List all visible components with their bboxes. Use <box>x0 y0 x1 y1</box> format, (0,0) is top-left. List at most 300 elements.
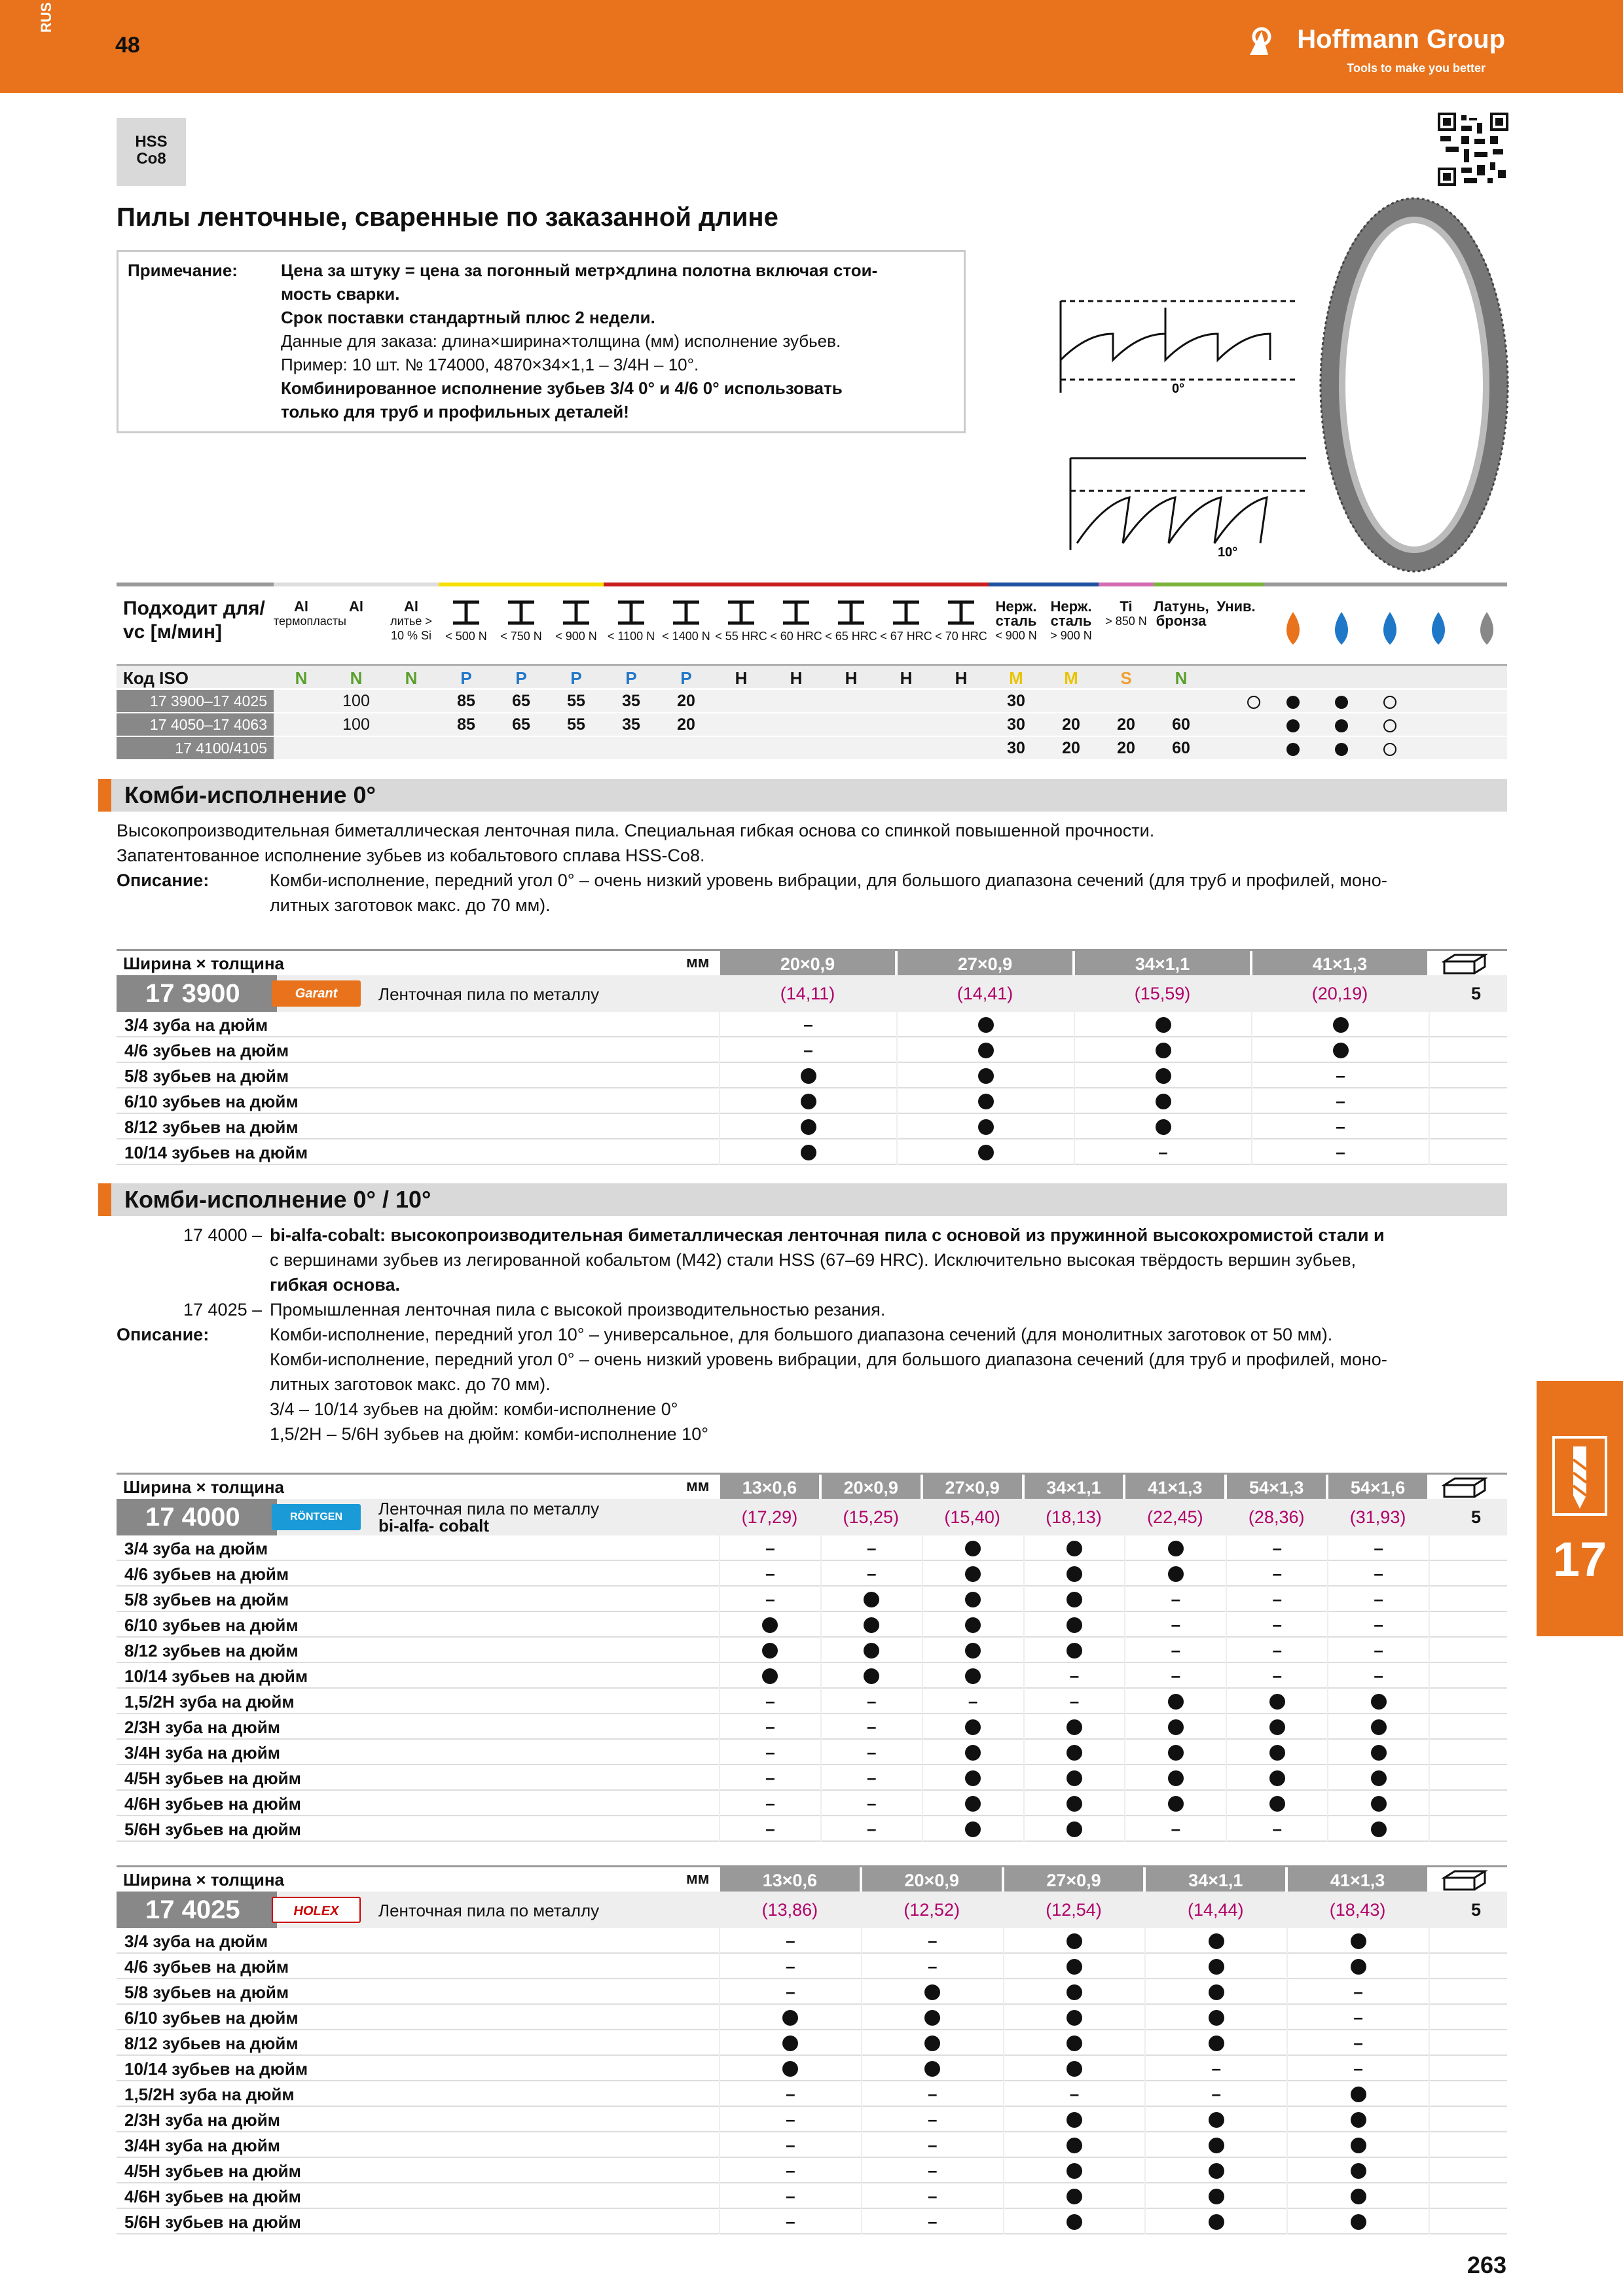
availability-cell <box>1286 2158 1429 2183</box>
cutting-speed: 30 <box>1007 715 1025 734</box>
available-dot <box>1067 1745 1082 1761</box>
available-dot <box>1067 2010 1082 2026</box>
empty-cell <box>1429 1088 1507 1114</box>
tpi-label: 4/6H зубьев на дюйм <box>124 2187 301 2206</box>
availability-cell <box>1327 1740 1429 1765</box>
available-dot <box>1067 1821 1082 1837</box>
tpi-label: 8/12 зубьев на дюйм <box>124 2034 299 2053</box>
availability-cell <box>1074 1012 1251 1037</box>
not-available-dash: – <box>1374 1589 1383 1609</box>
available-dot <box>1168 1541 1184 1556</box>
not-available-dash: – <box>867 1819 877 1839</box>
price-cell: (22,45) <box>1147 1507 1203 1527</box>
available-dot <box>1351 1933 1366 1949</box>
table-row <box>117 2183 1507 2209</box>
oil-drop-icon <box>1277 609 1309 648</box>
availability-cell <box>1286 1979 1429 2005</box>
availability-cell <box>820 1587 922 1612</box>
i-beam-icon <box>670 600 702 626</box>
table-row <box>117 1714 1507 1740</box>
empty-cell <box>1429 2056 1507 2081</box>
available-dot <box>965 1821 981 1837</box>
i-beam-icon <box>560 600 593 626</box>
available-dot <box>1371 1694 1387 1710</box>
availability-cell <box>861 2132 1003 2158</box>
suitability-label-line: Подходит для/ <box>123 598 265 619</box>
availability-cell <box>1226 1612 1327 1638</box>
empty-cell <box>1429 1037 1507 1063</box>
spray-icon <box>1374 609 1406 648</box>
availability-cell <box>1251 1114 1429 1139</box>
not-available-dash: – <box>1336 1091 1345 1111</box>
availability-cell <box>1144 1928 1286 1954</box>
availability-cell <box>1327 1663 1429 1689</box>
article-number: 17 3900 <box>117 975 277 1012</box>
not-available-dash: – <box>1069 2084 1080 2104</box>
availability-cell <box>1327 1587 1429 1612</box>
section-description <box>117 818 1507 918</box>
not-available-dash: – <box>867 1691 877 1711</box>
available-dot <box>1067 1933 1082 1949</box>
not-available-dash: – <box>1171 1819 1181 1839</box>
table-row <box>117 1663 1507 1689</box>
price-cell: (14,44) <box>1188 1900 1244 1920</box>
table-row <box>117 1535 1507 1561</box>
tpi-label: 8/12 зубьев на дюйм <box>124 1117 299 1137</box>
table-row <box>117 1689 1507 1714</box>
availability-cell <box>719 1139 896 1165</box>
empty-cell <box>1429 2183 1507 2209</box>
table-row <box>117 2107 1507 2132</box>
no-coolant-icon <box>1422 609 1455 648</box>
availability-cell <box>1251 1012 1429 1037</box>
material-column <box>824 583 879 674</box>
available-dot <box>978 1043 994 1058</box>
available-dot <box>1371 1770 1387 1786</box>
availability-cell <box>820 1714 922 1740</box>
iso-code: N <box>1175 668 1188 688</box>
available-dot <box>924 2061 940 2077</box>
iso-code: S <box>1120 668 1132 688</box>
availability-cell <box>1003 1954 1145 1979</box>
available-dot <box>1209 2138 1224 2153</box>
empty-cell <box>1429 1979 1507 2005</box>
tooth-diagram-10 <box>1057 445 1319 560</box>
cutting-speed: 100 <box>342 692 370 710</box>
product-description: Ленточная пила по металлу <box>378 1901 600 1920</box>
price-cell: (14,11) <box>780 984 835 1003</box>
not-available-dash: – <box>1069 1666 1080 1685</box>
price-cell: (13,86) <box>761 1900 818 1920</box>
availability-cell <box>1023 1689 1125 1714</box>
not-available-dash: – <box>1171 1666 1181 1685</box>
table-row <box>117 2005 1507 2030</box>
desc-line: Промышленная ленточная пила с высокой производительностью резания. <box>270 1300 886 1319</box>
available-dot <box>1209 2163 1224 2179</box>
not-available-dash: – <box>1353 2058 1363 2078</box>
availability-cell <box>922 1816 1023 1842</box>
availability-cell <box>1286 2005 1429 2030</box>
package-icon <box>1442 1476 1487 1499</box>
available-dot <box>762 1668 778 1684</box>
not-available-dash: – <box>765 1742 775 1762</box>
material-column <box>439 583 494 674</box>
not-available-dash: – <box>1374 1538 1383 1558</box>
material-column <box>274 583 346 674</box>
size-header: 27×0,9 <box>923 1475 1022 1501</box>
iso-code: H <box>845 668 858 688</box>
not-available-dash: – <box>867 1742 877 1762</box>
empty-cell <box>1429 1114 1507 1139</box>
availability-cell <box>719 2030 861 2056</box>
availability-cell <box>1226 1740 1327 1765</box>
tpi-label: 4/6 зубьев на дюйм <box>124 1957 289 1977</box>
i-beam-icon <box>780 600 812 626</box>
available-dot <box>1067 1770 1082 1786</box>
availability-cell <box>861 1954 1003 1979</box>
section-description <box>117 1223 1507 1446</box>
not-available-dash: – <box>867 1717 877 1736</box>
material-column <box>879 583 934 674</box>
price-cell: (18,13) <box>1046 1507 1102 1527</box>
available-dot <box>1371 1821 1387 1837</box>
availability-cell <box>1124 1765 1226 1791</box>
availability-cell <box>719 1663 820 1689</box>
availability-cell <box>1144 2030 1286 2056</box>
product-row[interactable] <box>117 975 1507 1012</box>
i-beam-icon <box>945 600 977 626</box>
empty-cell <box>1429 2158 1507 2183</box>
available-dot <box>864 1643 879 1659</box>
available-dot <box>1333 1043 1349 1058</box>
tpi-label: 2/3H зуба на дюйм <box>124 1717 280 1737</box>
available-dot <box>801 1145 816 1160</box>
availability-cell <box>1124 1535 1226 1561</box>
available-dot <box>965 1643 981 1659</box>
availability-cell <box>922 1535 1023 1561</box>
note-box <box>117 250 966 433</box>
empty-cell <box>1429 1587 1507 1612</box>
availability-cell <box>1074 1063 1251 1088</box>
not-available-dash: – <box>1211 2058 1222 2078</box>
material-spec: < 500 N <box>445 630 487 643</box>
available-dot <box>801 1119 816 1135</box>
availability-cell <box>861 2005 1003 2030</box>
iso-label: Код ISO <box>123 668 189 688</box>
empty-cell <box>1429 1139 1507 1165</box>
available-dot <box>1168 1719 1184 1735</box>
availability-cell <box>922 1791 1023 1816</box>
availability-cell <box>861 2209 1003 2234</box>
available-dot <box>924 1984 940 2000</box>
availability-cell <box>1144 2132 1286 2158</box>
availability-cell <box>1286 1928 1429 1954</box>
availability-cell <box>1327 1638 1429 1663</box>
available-dot <box>782 2010 798 2026</box>
note-line: Пример: 10 шт. № 174000, 4870×34×1,1 – 3/4H – 10°. <box>281 355 699 374</box>
section-header <box>98 1183 1507 1216</box>
available-dot <box>1333 1017 1349 1033</box>
iso-code: P <box>570 668 582 688</box>
empty-cell <box>1429 2081 1507 2107</box>
available-dot <box>801 1094 816 1109</box>
cutting-speed: 20 <box>677 715 695 734</box>
not-available-dash: – <box>1171 1640 1181 1660</box>
availability-cell <box>719 1063 896 1088</box>
availability-cell <box>1023 1816 1125 1842</box>
tpi-label: 2/3H зуба на дюйм <box>124 2110 280 2130</box>
availability-cell <box>1003 2158 1145 2183</box>
available-dot <box>864 1592 879 1607</box>
empty-cell <box>1429 1791 1507 1816</box>
tpi-label: 5/6H зубьев на дюйм <box>124 2212 301 2232</box>
note-line: Комбинированное исполнение зубьев 3/4 0° и 4/6 0° использовать <box>281 378 843 398</box>
material-spec: < 1400 N <box>662 630 710 643</box>
available-dot <box>1067 1796 1082 1812</box>
available-dot <box>1067 1959 1082 1975</box>
cutting-speed: 20 <box>1117 739 1135 757</box>
iso-code: H <box>790 668 803 688</box>
price-cell: (14,41) <box>957 984 1013 1003</box>
table-row <box>117 1037 1507 1063</box>
availability-cell <box>1023 1740 1125 1765</box>
size-header: 13×0,6 <box>720 1475 819 1501</box>
product-row[interactable] <box>117 1892 1507 1928</box>
availability-cell <box>861 2107 1003 2132</box>
chapter-tab[interactable] <box>1537 1381 1623 1636</box>
availability-cell <box>896 1088 1074 1114</box>
material-spec: < 67 HRC <box>880 630 932 643</box>
available-dot <box>1067 2061 1082 2077</box>
product-row[interactable] <box>117 1499 1507 1535</box>
available-dot <box>762 1617 778 1633</box>
availability-cell <box>1074 1037 1251 1063</box>
not-available-dash: – <box>786 2186 795 2206</box>
table-row <box>117 2158 1507 2183</box>
available-dot <box>1269 1694 1285 1710</box>
availability-cell <box>896 1012 1074 1037</box>
cutting-speed: 55 <box>567 715 585 734</box>
available-dot <box>965 1617 981 1633</box>
availability-cell <box>922 1663 1023 1689</box>
material-spec: > 850 N <box>1105 615 1147 628</box>
note-line: Цена за штуку = цена за погонный метр×длина полотна включая стои- <box>281 260 878 280</box>
table-row <box>117 1612 1507 1638</box>
available-dot <box>965 1541 981 1556</box>
available-dot <box>978 1017 994 1033</box>
availability-cell <box>719 1012 896 1037</box>
available-dot <box>1067 2036 1082 2051</box>
available-dot <box>1269 1719 1285 1735</box>
availability-cell <box>719 1535 820 1561</box>
availability-cell <box>1023 1535 1125 1561</box>
tpi-label: 4/6 зубьев на дюйм <box>124 1564 289 1584</box>
i-beam-icon <box>725 600 757 626</box>
tpi-label: 3/4H зуба на дюйм <box>124 2136 280 2155</box>
product-code-range: 17 4100/4105 <box>117 737 274 759</box>
i-beam-icon <box>505 600 538 626</box>
empty-cell <box>1429 2005 1507 2030</box>
article-number: 17 4000 <box>117 1499 277 1535</box>
availability-cell <box>861 1979 1003 2005</box>
material-column <box>989 583 1044 674</box>
note-line: Срок поставки стандартный плюс 2 недели. <box>281 308 655 327</box>
size-header: 54×1,6 <box>1328 1475 1427 1501</box>
material-spec: термопласты <box>274 615 346 628</box>
iso-code: P <box>625 668 637 688</box>
not-available-dash: – <box>927 2186 938 2206</box>
availability-cell <box>719 2005 861 2030</box>
empty-cell <box>1429 1928 1507 1954</box>
package-icon <box>1442 1869 1487 1892</box>
tpi-label: 3/4H зуба на дюйм <box>124 1743 280 1763</box>
availability-cell <box>719 2107 861 2132</box>
availability-cell <box>922 1638 1023 1663</box>
cutting-speed: 35 <box>622 692 640 710</box>
empty-cell <box>1429 2132 1507 2158</box>
availability-cell <box>1003 2030 1145 2056</box>
availability-cell <box>1003 1979 1145 2005</box>
availability-cell <box>1226 1765 1327 1791</box>
price-cell: (28,36) <box>1248 1507 1305 1527</box>
empty-cell <box>1429 2030 1507 2056</box>
available-dot <box>1351 2138 1366 2153</box>
not-available-dash: – <box>786 2109 795 2129</box>
table-row <box>117 1740 1507 1765</box>
material-column <box>384 583 439 674</box>
not-available-dash: – <box>1272 1819 1282 1839</box>
available-dot <box>965 1770 981 1786</box>
available-dot <box>1209 2112 1224 2128</box>
suitable-dot <box>1286 719 1300 732</box>
not-available-dash: – <box>765 1589 775 1609</box>
not-available-dash: – <box>1272 1538 1282 1558</box>
tpi-label: 3/4 зуба на дюйм <box>124 1015 268 1035</box>
empty-cell <box>1429 1954 1507 1979</box>
suitable-dot <box>1286 696 1300 709</box>
cutting-speed: 100 <box>342 715 370 734</box>
availability-cell <box>1144 1954 1286 1979</box>
available-dot <box>1067 1643 1082 1659</box>
size-header: 41×1,3 <box>1252 951 1427 977</box>
not-available-dash: – <box>1353 2007 1363 2027</box>
not-available-dash: – <box>765 1768 775 1787</box>
size-header: 13×0,6 <box>720 1867 860 1893</box>
available-dot <box>1351 2163 1366 2179</box>
availability-cell <box>719 1587 820 1612</box>
table-row <box>117 1816 1507 1842</box>
not-available-dash: – <box>765 1819 775 1839</box>
page-title: Пилы ленточные, сваренные по заказанной длине <box>117 203 778 232</box>
material-spec: < 900 N <box>555 630 597 643</box>
not-available-dash: – <box>765 1717 775 1736</box>
product-code-range: 17 3900–17 4025 <box>117 690 274 712</box>
not-available-dash: – <box>786 2084 795 2104</box>
note-line: Данные для заказа: длина×ширина×толщина (мм) исполнение зубьев. <box>281 331 841 351</box>
brand-logo: Garant <box>272 980 361 1007</box>
iso-code: H <box>735 668 748 688</box>
not-available-dash: – <box>786 1931 795 1950</box>
available-dot <box>1067 1541 1082 1556</box>
cutting-speed: 55 <box>567 692 585 710</box>
section-title: Комби-исполнение 0° <box>124 781 376 808</box>
available-dot <box>965 1592 981 1607</box>
available-dot <box>1067 1617 1082 1633</box>
availability-cell <box>1327 1561 1429 1587</box>
tpi-label: 10/14 зубьев на дюйм <box>124 1666 308 1686</box>
material-column <box>934 583 989 674</box>
table-row <box>117 1765 1507 1791</box>
available-dot <box>1351 2087 1366 2102</box>
page-number-right: 263 <box>1467 2251 1506 2278</box>
table-header <box>117 949 1507 975</box>
not-available-dash: – <box>1353 2033 1363 2053</box>
availability-cell <box>1023 1587 1125 1612</box>
price-cell: (15,59) <box>1134 984 1191 1003</box>
availability-cell <box>1144 2158 1286 2183</box>
i-beam-icon <box>450 600 483 626</box>
empty-cell <box>1429 1638 1507 1663</box>
dimension-label: Ширина × толщина <box>123 954 284 973</box>
tpi-label: 3/4 зуба на дюйм <box>124 1539 268 1558</box>
available-dot <box>978 1068 994 1084</box>
table-row <box>117 1791 1507 1816</box>
available-dot <box>965 1719 981 1735</box>
available-dot <box>1269 1770 1285 1786</box>
available-dot <box>1209 1933 1224 1949</box>
tpi-label: 6/10 зубьев на дюйм <box>124 1615 299 1635</box>
table-row <box>117 2209 1507 2234</box>
availability-cell <box>820 1765 922 1791</box>
material-name: Al <box>404 598 418 615</box>
pack-quantity: 5 <box>1470 1507 1481 1527</box>
availability-cell <box>1003 2107 1145 2132</box>
desc-line: литных заготовок макс. до 70 мм). <box>270 1374 551 1394</box>
material-spec: < 55 HRC <box>715 630 767 643</box>
product-description: Ленточная пила по металлу bi-alfa- cobalt <box>378 1499 600 1535</box>
cutting-speed: 65 <box>512 692 530 710</box>
available-dot <box>1269 1796 1285 1812</box>
desc-line: Комби-исполнение, передний угол 0° – очень низкий уровень вибрации, для большого диапазона сечений (для труб и профилей, моно- <box>270 1350 1387 1369</box>
availability-cell <box>1286 2081 1429 2107</box>
material-column <box>604 583 659 674</box>
conditional-circle <box>1383 743 1396 756</box>
tpi-label: 6/10 зубьев на дюйм <box>124 2008 299 2028</box>
available-dot <box>1209 1959 1224 1975</box>
available-dot <box>1209 2189 1224 2204</box>
material-spec: < 750 N <box>500 630 542 643</box>
table-row <box>117 1012 1507 1037</box>
availability-cell <box>922 1714 1023 1740</box>
not-available-dash: – <box>1211 2084 1222 2104</box>
available-dot <box>1209 2214 1224 2230</box>
not-available-dash: – <box>1374 1666 1383 1685</box>
available-dot <box>1067 1566 1082 1582</box>
availability-cell <box>1226 1587 1327 1612</box>
price-cell: (15,25) <box>843 1507 900 1527</box>
not-available-dash: – <box>927 2212 938 2231</box>
availability-cell <box>1286 1954 1429 1979</box>
not-available-dash: – <box>867 1793 877 1813</box>
note-line: только для труб и профильных деталей! <box>281 402 629 422</box>
available-dot <box>1209 1984 1224 2000</box>
availability-cell <box>719 1816 820 1842</box>
unit-label: мм <box>686 1870 710 1888</box>
desc-line: Комби-исполнение, передний угол 0° – очень низкий уровень вибрации, для большого диапазона сечений (для труб и профилей, моно- <box>270 870 1387 890</box>
available-dot <box>1156 1119 1171 1135</box>
availability-cell <box>1023 1612 1125 1638</box>
cutting-speed: 20 <box>1062 715 1080 734</box>
